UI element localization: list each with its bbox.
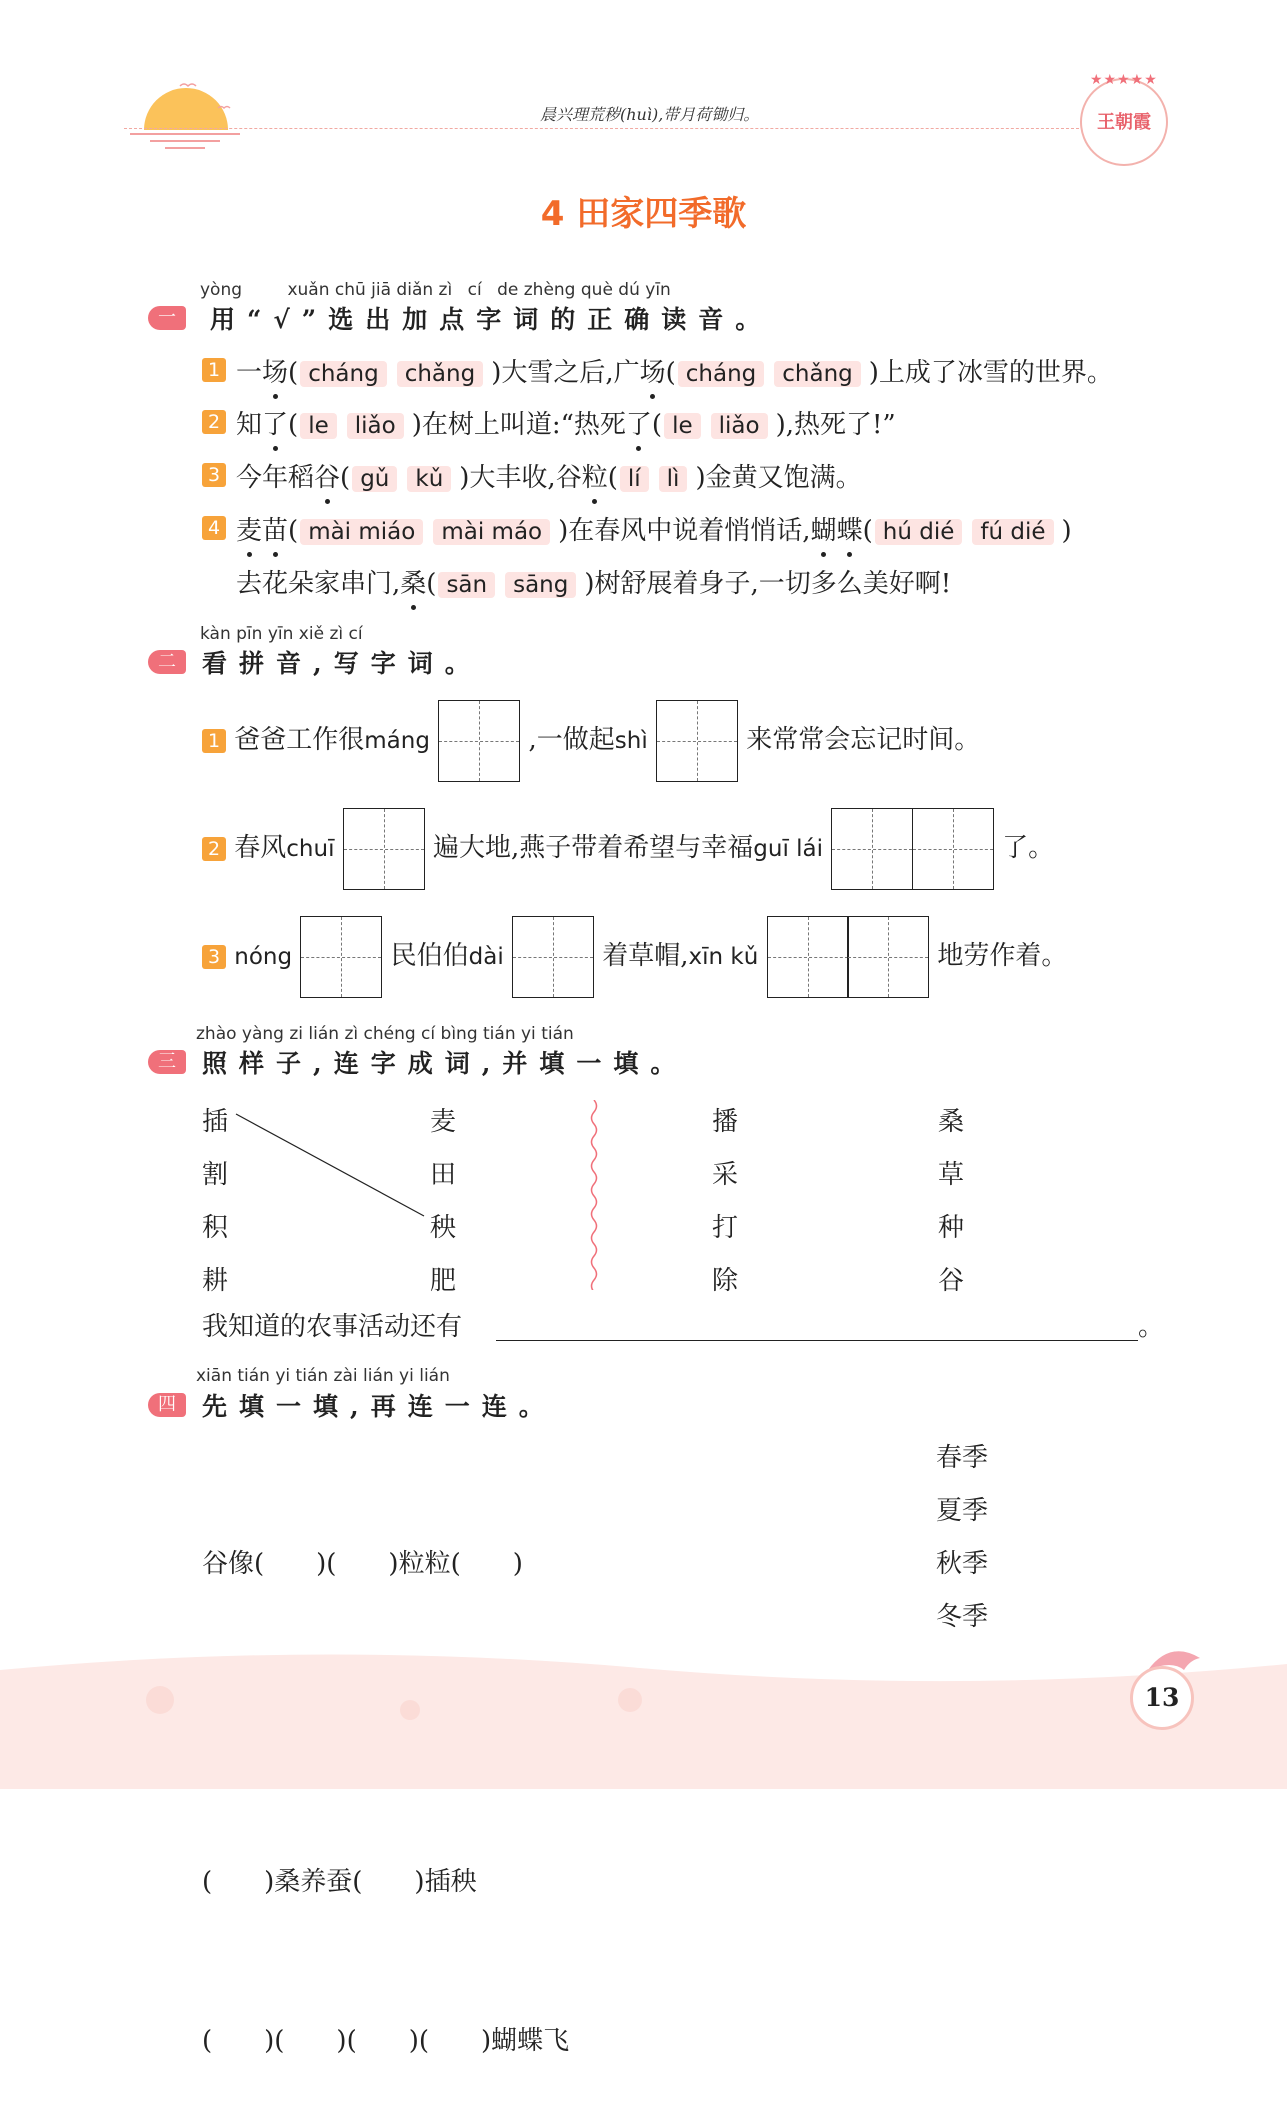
section1-title: 用“√”选出加点字词的正确读音。 bbox=[210, 305, 773, 334]
writing-box[interactable] bbox=[831, 808, 913, 890]
char-chu[interactable]: 除 bbox=[712, 1266, 739, 1296]
fill-end: 。 bbox=[1138, 1312, 1165, 1342]
writing-box[interactable] bbox=[343, 808, 425, 890]
option-chang2[interactable]: cháng bbox=[300, 361, 387, 387]
item-number: 4 bbox=[202, 516, 226, 540]
char-geng[interactable]: 耕 bbox=[202, 1266, 229, 1296]
fill-line[interactable]: ( )桑养蚕( )插秧 bbox=[202, 1867, 477, 1897]
s2-row-2: 2 春风chuī 遍大地,燕子带着希望与幸福guī lái 了。 bbox=[202, 806, 1054, 891]
char-fei[interactable]: 肥 bbox=[430, 1266, 457, 1296]
s1-item-3: 今年稻谷( gǔ kǔ )大丰收,谷粒( lí lì )金黄又饱满。 bbox=[236, 457, 862, 494]
option-liao[interactable]: liǎo bbox=[347, 413, 404, 439]
header-motto: 晨兴理荒秽(huì),带月荷锄归。 bbox=[540, 105, 760, 124]
s2-row-3: 3 nóng 民伯伯dài 着草帽,xīn kǔ 地劳作着。 bbox=[202, 914, 1067, 999]
col2-chars bbox=[430, 1096, 456, 1308]
char-cai[interactable]: 采 bbox=[712, 1160, 739, 1190]
section1-badge: 一 bbox=[148, 306, 186, 330]
option-ku[interactable]: kǔ bbox=[407, 466, 451, 492]
option-le[interactable]: le bbox=[300, 413, 337, 439]
logo-text: 王朝霞 bbox=[1097, 112, 1151, 133]
section2-title: 看拼音,写字词。 bbox=[202, 649, 482, 678]
season-spring[interactable]: 春季 bbox=[936, 1443, 989, 1473]
section4-title: 先填一填,再连一连。 bbox=[202, 1392, 556, 1421]
wavy-divider bbox=[588, 1100, 600, 1290]
section3-pinyin: zhào yàng zi lián zì chéng cí bìng tián yi tián bbox=[196, 1024, 574, 1044]
char-cha[interactable]: 插 bbox=[202, 1107, 229, 1137]
option-le-b[interactable]: le bbox=[664, 413, 701, 439]
section2-pinyin: kàn pīn yīn xiě zì cí bbox=[200, 624, 363, 644]
option-chang2-b[interactable]: cháng bbox=[678, 361, 765, 387]
option-li2[interactable]: lí bbox=[620, 466, 649, 492]
footer-wave bbox=[0, 1640, 1287, 1789]
season-list bbox=[936, 1432, 988, 1644]
option-fudie[interactable]: fú dié bbox=[972, 519, 1053, 545]
writing-box[interactable] bbox=[847, 916, 929, 998]
writing-box[interactable] bbox=[767, 916, 849, 998]
writing-box[interactable] bbox=[912, 808, 994, 890]
col4-chars bbox=[938, 1096, 964, 1308]
option-hudie[interactable]: hú dié bbox=[875, 519, 963, 545]
option-liao-b[interactable]: liǎo bbox=[711, 413, 768, 439]
season-winter[interactable]: 冬季 bbox=[936, 1602, 989, 1632]
char-da[interactable]: 打 bbox=[712, 1213, 739, 1243]
section4-badge: 四 bbox=[148, 1393, 186, 1417]
section3-badge: 三 bbox=[148, 1050, 186, 1074]
char-yang[interactable]: 秧 bbox=[430, 1213, 457, 1243]
s1-item-4: 麦苗( mài miáo mài máo )在春风中说着悄悄话,蝴蝶( hú dié fú dié ) bbox=[236, 510, 1072, 547]
item-number: 3 bbox=[202, 463, 226, 487]
item-number: 2 bbox=[202, 410, 226, 434]
option-gu[interactable]: gǔ bbox=[352, 466, 397, 492]
option-maimao[interactable]: mài máo bbox=[433, 519, 550, 545]
col3-chars bbox=[712, 1096, 738, 1308]
col1-chars bbox=[202, 1096, 228, 1308]
example-connect-line bbox=[232, 1108, 432, 1224]
writing-box[interactable] bbox=[438, 700, 520, 782]
season-autumn[interactable]: 秋季 bbox=[936, 1549, 989, 1579]
section3-title: 照样子,连字成词,并填一填。 bbox=[202, 1049, 688, 1078]
option-li4[interactable]: lì bbox=[659, 466, 688, 492]
s1-item-2: 知了( le liǎo )在树上叫道:“热死了( le liǎo ),热死了!” bbox=[236, 404, 896, 441]
header-divider bbox=[124, 128, 1084, 129]
writing-box[interactable] bbox=[656, 700, 738, 782]
char-sang[interactable]: 桑 bbox=[938, 1107, 965, 1137]
page-number: 13 bbox=[1130, 1666, 1194, 1730]
writing-box[interactable] bbox=[512, 916, 594, 998]
char-tian[interactable]: 田 bbox=[430, 1160, 457, 1190]
s1-item-4-line2: 去花朵家串门,桑( sān sāng )树舒展着身子,一切多么美好啊! bbox=[236, 563, 951, 600]
section4-pinyin: xiān tián yi tián zài lián yi lián bbox=[196, 1366, 450, 1386]
section2-badge: 二 bbox=[148, 650, 186, 674]
option-maimiao[interactable]: mài miáo bbox=[300, 519, 423, 545]
fill-line[interactable]: 谷像( )( )粒粒( ) bbox=[202, 1549, 523, 1579]
fill-line[interactable]: ( )( )( )( )蝴蝶飞 bbox=[202, 2026, 570, 2056]
char-gu[interactable]: 谷 bbox=[938, 1266, 965, 1296]
sunset-icon bbox=[130, 78, 250, 150]
option-chang3[interactable]: chǎng bbox=[397, 361, 484, 387]
char-bo[interactable]: 播 bbox=[712, 1107, 739, 1137]
section1-pinyin: yòng xuǎn chū jiā diǎn zì cí de zhèng què dú yīn bbox=[200, 280, 671, 300]
char-zhong[interactable]: 种 bbox=[938, 1213, 965, 1243]
answer-line[interactable] bbox=[496, 1340, 1138, 1341]
stars-icon: ★★★★★ bbox=[1090, 72, 1158, 88]
item-number: 1 bbox=[202, 358, 226, 382]
season-summer[interactable]: 夏季 bbox=[936, 1496, 989, 1526]
char-ge[interactable]: 割 bbox=[202, 1160, 229, 1190]
option-san[interactable]: sān bbox=[438, 572, 495, 598]
char-cao[interactable]: 草 bbox=[938, 1160, 965, 1190]
char-mai[interactable]: 麦 bbox=[430, 1107, 457, 1137]
s2-row-1: 1 爸爸工作很máng ,一做起shì 来常常会忘记时间。 bbox=[202, 698, 980, 783]
writing-box[interactable] bbox=[300, 916, 382, 998]
option-chang3-b[interactable]: chǎng bbox=[774, 361, 861, 387]
char-ji[interactable]: 积 bbox=[202, 1213, 229, 1243]
fill-prompt: 我知道的农事活动还有 bbox=[202, 1312, 463, 1342]
option-sang[interactable]: sāng bbox=[505, 572, 576, 598]
brand-logo bbox=[1080, 72, 1168, 166]
s1-item-1: 一场( cháng chǎng )大雪之后,广场( cháng chǎng )上成了冰雪的世界。 bbox=[236, 352, 1113, 389]
page-title: 4 田家四季歌 bbox=[540, 194, 747, 234]
